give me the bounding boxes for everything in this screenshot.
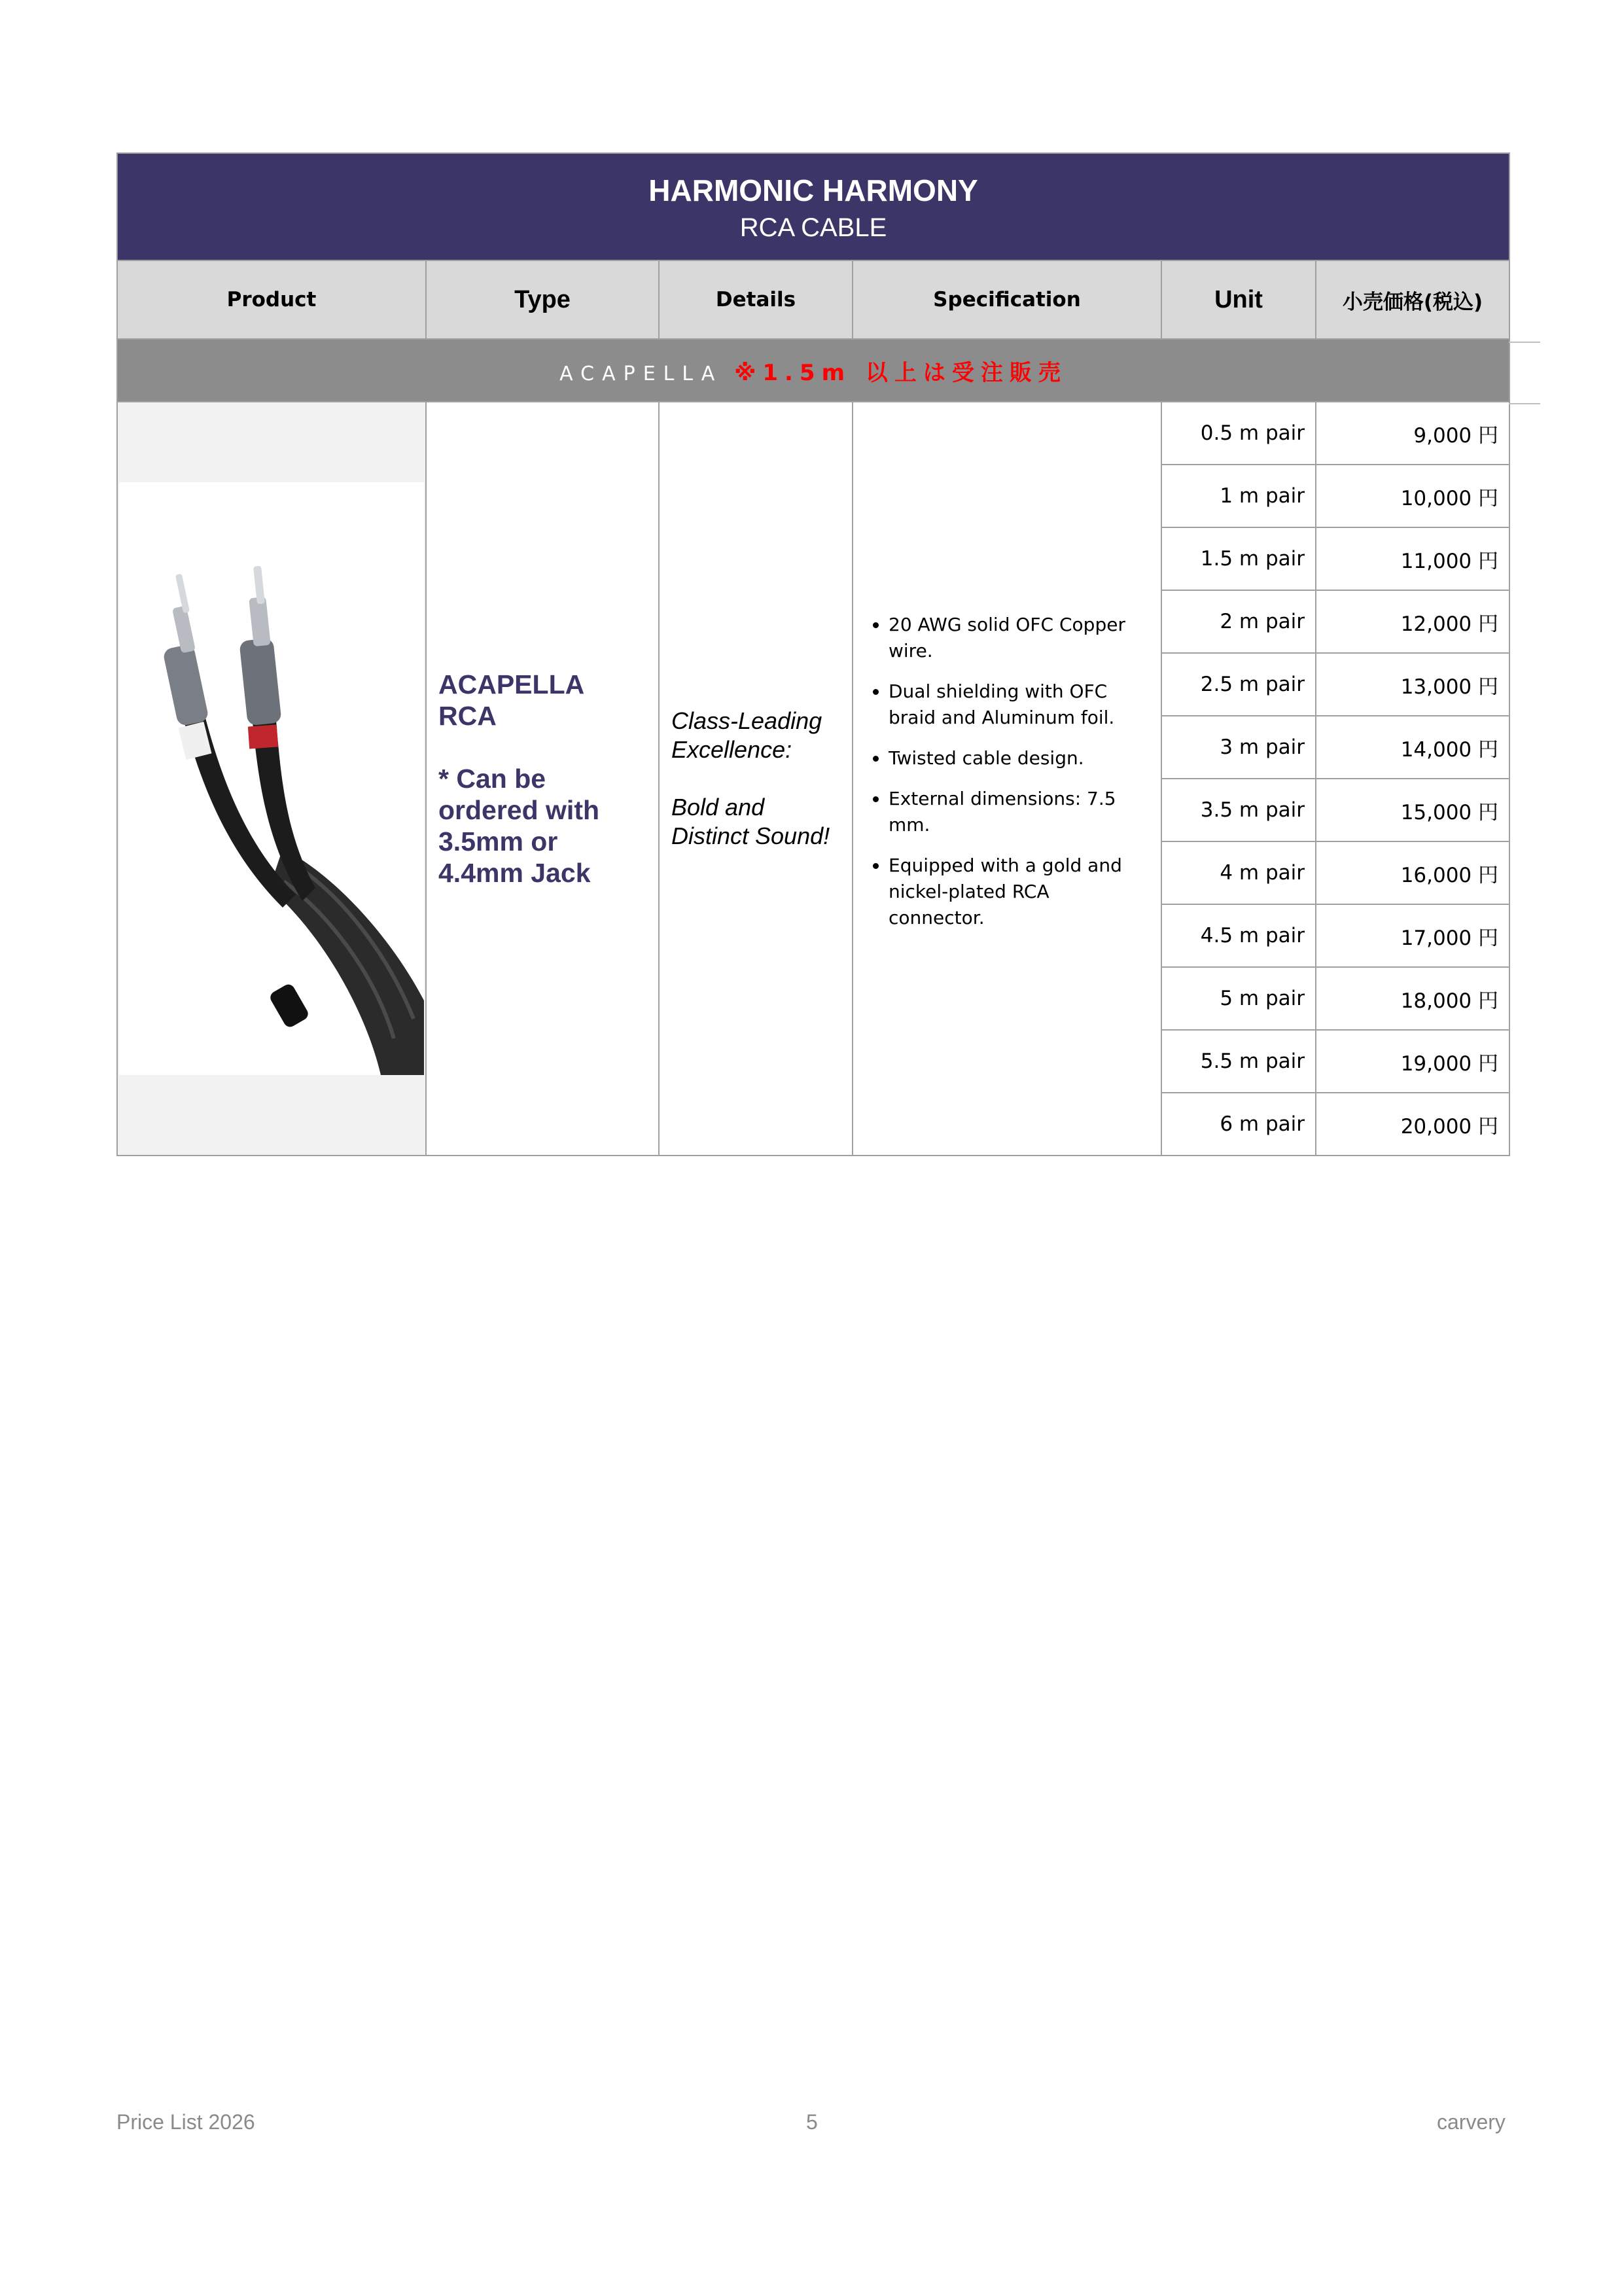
product-image-cell [117, 402, 426, 1156]
price-cell: 16,000 円 [1316, 841, 1509, 904]
details-cell [659, 402, 853, 1156]
col-unit: Unit [1161, 260, 1316, 339]
unit-cell: 1.5 m pair [1161, 527, 1316, 590]
price-cell: 20,000 円 [1316, 1093, 1509, 1156]
type-cell [426, 402, 659, 1156]
price-rows [117, 402, 1509, 1156]
col-retail-price: 小売価格(税込) [1316, 260, 1509, 339]
price-cell: 13,000 円 [1316, 653, 1509, 716]
banner-row [117, 153, 1509, 260]
type-name-line: ACAPELLA [438, 669, 585, 699]
price-cell: 14,000 円 [1316, 716, 1509, 779]
unit-cell: 5.5 m pair [1161, 1030, 1316, 1093]
price-cell: 12,000 円 [1316, 590, 1509, 653]
unit-cell: 2 m pair [1161, 590, 1316, 653]
details-line: Class-Leading Excellence: [671, 707, 822, 763]
price-sheet [116, 152, 1509, 1156]
section-trail-line [1509, 403, 1540, 404]
price-cell: 10,000 円 [1316, 465, 1509, 527]
type-name-line: RCA [438, 701, 497, 731]
price-cell: 9,000 円 [1316, 402, 1509, 465]
footer-page-number: 5 [806, 2110, 818, 2134]
spec-item: • Equipped with a gold and nickel-plated RCA connector. [889, 853, 1149, 931]
unit-cell: 2.5 m pair [1161, 653, 1316, 716]
spec-item: • Dual shielding with OFC braid and Aluminum foil. [889, 679, 1149, 731]
unit-cell: 0.5 m pair [1161, 402, 1316, 465]
spec-item: • 20 AWG solid OFC Copper wire. [889, 612, 1149, 664]
specification-cell [853, 402, 1161, 1156]
price-cell: 15,000 円 [1316, 779, 1509, 841]
unit-cell: 1 m pair [1161, 465, 1316, 527]
details-line: Bold and Distinct Sound! [671, 794, 830, 849]
footer-left: Price List 2026 [116, 2110, 255, 2134]
price-cell: 19,000 円 [1316, 1030, 1509, 1093]
price-cell: 17,000 円 [1316, 904, 1509, 967]
unit-cell: 3.5 m pair [1161, 779, 1316, 841]
unit-cell: 4 m pair [1161, 841, 1316, 904]
price-cell: 18,000 円 [1316, 967, 1509, 1030]
section-note: ※1.5m 以上は受注販売 [734, 359, 1067, 386]
spec-item: • Twisted cable design. [889, 745, 1149, 771]
col-product: Product [117, 260, 426, 339]
price-table [116, 152, 1510, 1156]
type-note: * Can be ordered with 3.5mm or 4.4mm Jack [438, 764, 600, 888]
unit-cell: 5 m pair [1161, 967, 1316, 1030]
section-name: ACAPELLA [559, 362, 723, 385]
column-header-row [117, 260, 1509, 339]
unit-cell: 3 m pair [1161, 716, 1316, 779]
col-type: Type [426, 260, 659, 339]
price-row [117, 402, 1509, 465]
unit-cell: 4.5 m pair [1161, 904, 1316, 967]
header-trail-line [1509, 342, 1540, 343]
spec-list [861, 612, 1149, 931]
col-details: Details [659, 260, 853, 339]
spec-item: • External dimensions: 7.5 mm. [889, 786, 1149, 838]
section-row [117, 339, 1509, 402]
unit-cell: 6 m pair [1161, 1093, 1316, 1156]
rca-cable-photo [119, 482, 424, 1075]
category-subtitle: RCA CABLE [739, 213, 887, 242]
banner [117, 153, 1509, 260]
price-cell: 11,000 円 [1316, 527, 1509, 590]
col-specification: Specification [853, 260, 1161, 339]
footer-right: carvery [1437, 2110, 1506, 2134]
brand-title: HARMONIC HARMONY [648, 173, 978, 207]
section-header [117, 339, 1509, 402]
